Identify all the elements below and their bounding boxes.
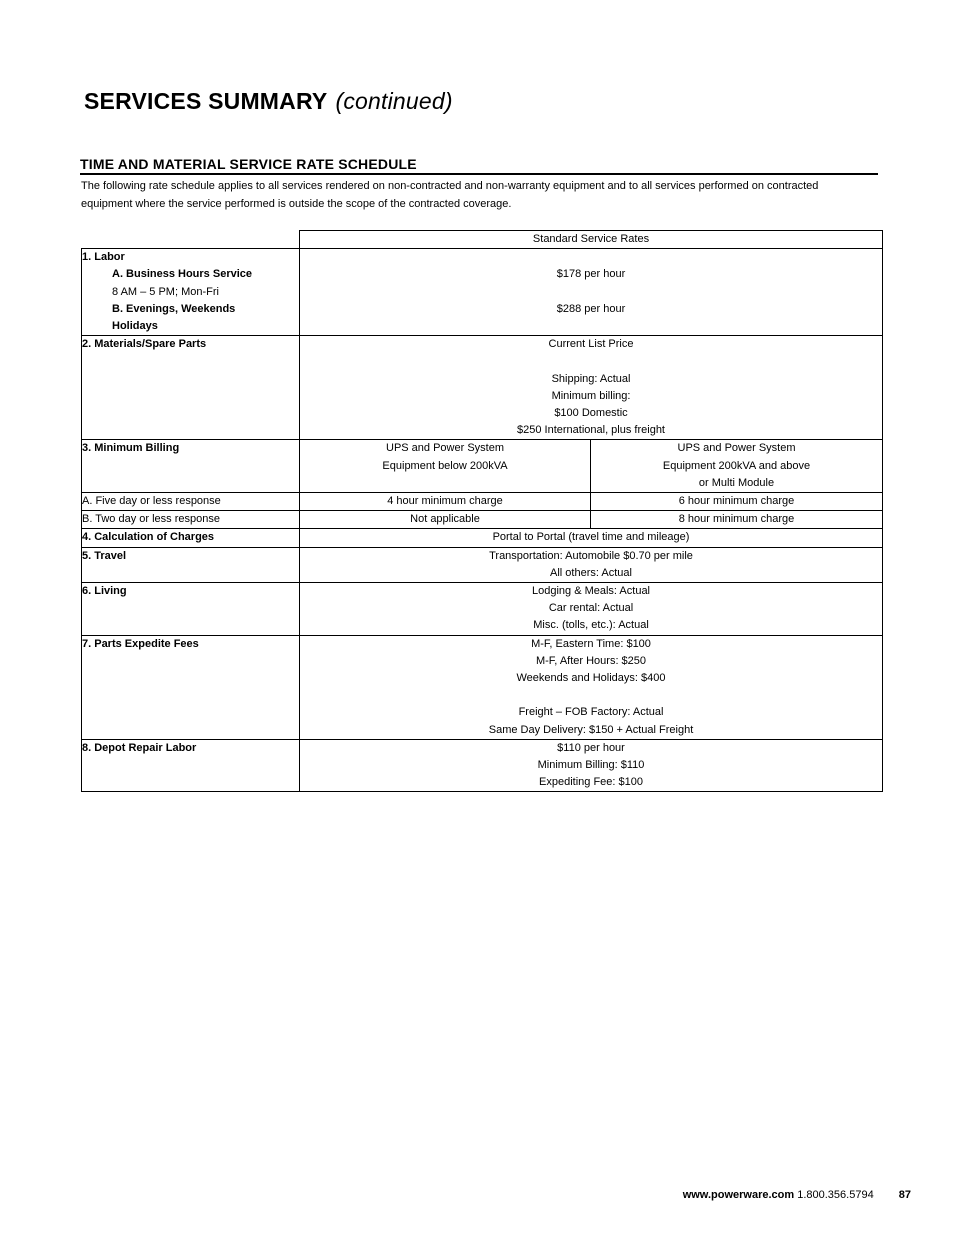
intro-paragraph	[81, 177, 861, 213]
two-day-col2-cell: 8 hour minimum charge	[591, 511, 883, 529]
value-line: Shipping: Actual	[551, 372, 631, 385]
row-label: 1. Labor	[82, 251, 125, 264]
table-header-cell: Standard Service Rates	[300, 231, 883, 249]
value-line: Transportation: Automobile $0.70 per mile	[489, 549, 693, 562]
rate-value: $178 per hour	[556, 268, 626, 281]
value-line: UPS and Power System	[677, 442, 796, 455]
value-line: All others: Actual	[550, 566, 632, 579]
value-line: Lodging & Meals: Actual	[531, 585, 651, 598]
sub-label: B. Evenings, Weekends	[112, 302, 236, 315]
table-row-expedite	[82, 635, 883, 739]
footer-url[interactable]: www.powerware.com	[682, 1189, 795, 1201]
row-label: 8. Depot Repair Labor	[82, 741, 197, 754]
value-line: Freight – FOB Factory: Actual	[518, 706, 664, 719]
value-line: Minimum Billing: $110	[537, 759, 645, 772]
value-line	[300, 687, 882, 704]
footer-phone: 1.800.356.5794	[797, 1189, 874, 1201]
value-line: Current List Price	[548, 338, 634, 351]
value-line: Misc. (tolls, etc.): Actual	[533, 619, 649, 632]
value-line: M-F, Eastern Time: $100	[531, 637, 651, 650]
rate-schedule-table	[81, 230, 883, 792]
labor-rate-cell	[300, 249, 883, 336]
table-header-blank	[82, 231, 300, 249]
intro-line: The following rate schedule applies to all services rendered on non-contracted and non-warranty equipment and to all services performed on contracted	[81, 180, 819, 192]
page-footer	[0, 1189, 911, 1201]
value-line: M-F, After Hours: $250	[535, 654, 647, 667]
value-line: Minimum billing:	[551, 389, 631, 402]
five-day-label-cell: A. Five day or less response	[82, 493, 300, 511]
intro-line: equipment where the service performed is outside the scope of the contracted coverage.	[81, 198, 512, 210]
table-row-depot	[82, 739, 883, 792]
sub-label: Holidays	[112, 320, 158, 333]
row-label: 6. Living	[82, 585, 127, 598]
page-title	[84, 88, 453, 115]
two-day-col1-cell: Not applicable	[300, 511, 591, 529]
table-row-calculation	[82, 529, 883, 547]
value-line: $100 Domestic	[554, 407, 628, 420]
page-title-main: SERVICES SUMMARY	[84, 88, 328, 114]
row-label: 2. Materials/Spare Parts	[82, 338, 207, 351]
expedite-label-cell	[82, 635, 300, 739]
value-line: Equipment below 200kVA	[382, 459, 508, 472]
travel-label-cell	[82, 547, 300, 582]
value-line: $110 per hour	[557, 741, 625, 754]
value-line	[300, 353, 882, 370]
five-day-col1-cell: 4 hour minimum charge	[300, 493, 591, 511]
depot-value-cell	[300, 739, 883, 792]
living-value-cell	[300, 583, 883, 636]
sub-label: 8 AM – 5 PM; Mon-Fri	[112, 285, 219, 298]
value-line: Car rental: Actual	[548, 602, 634, 615]
table-row-materials	[82, 336, 883, 440]
two-day-label-cell: B. Two day or less response	[82, 511, 300, 529]
page-title-suffix: (continued)	[335, 88, 453, 114]
value-line: or Multi Module	[698, 476, 775, 489]
five-day-col2-cell: 6 hour minimum charge	[591, 493, 883, 511]
value-line: Expediting Fee: $100	[539, 776, 643, 789]
materials-label-cell	[82, 336, 300, 440]
value-line: UPS and Power System	[386, 442, 504, 455]
table-row-travel	[82, 547, 883, 582]
table-row-five-day	[82, 493, 883, 511]
min-billing-col1-cell	[300, 440, 591, 493]
value-line: $250 International, plus freight	[517, 424, 665, 437]
page-number: 87	[898, 1189, 911, 1201]
table-row-two-day	[82, 511, 883, 529]
depot-label-cell	[82, 739, 300, 792]
table-row-labor	[82, 249, 883, 336]
value-line: Weekends and Holidays: $400	[516, 672, 666, 685]
table-row-min-billing	[82, 440, 883, 493]
min-billing-label-cell	[82, 440, 300, 493]
materials-value-cell	[300, 336, 883, 440]
value-line: Same Day Delivery: $150 + Actual Freight	[488, 723, 694, 736]
value-line: Equipment 200kVA and above	[662, 459, 811, 472]
expedite-value-cell	[300, 635, 883, 739]
travel-value-cell	[300, 547, 883, 582]
section-heading: TIME AND MATERIAL SERVICE RATE SCHEDULE	[80, 156, 878, 175]
calculation-value-cell: Portal to Portal (travel time and mileage)	[300, 529, 883, 547]
table-header-row	[82, 231, 883, 249]
living-label-cell	[82, 583, 300, 636]
sub-label: A. Business Hours Service	[112, 268, 253, 281]
row-label: 5. Travel	[82, 549, 127, 562]
row-label: 7. Parts Expedite Fees	[82, 637, 199, 650]
labor-label-cell	[82, 249, 300, 336]
rate-value: $288 per hour	[556, 302, 626, 315]
calculation-label-cell: 4. Calculation of Charges	[82, 529, 300, 547]
min-billing-col2-cell	[591, 440, 883, 493]
table-row-living	[82, 583, 883, 636]
row-label: 3. Minimum Billing	[82, 442, 180, 455]
